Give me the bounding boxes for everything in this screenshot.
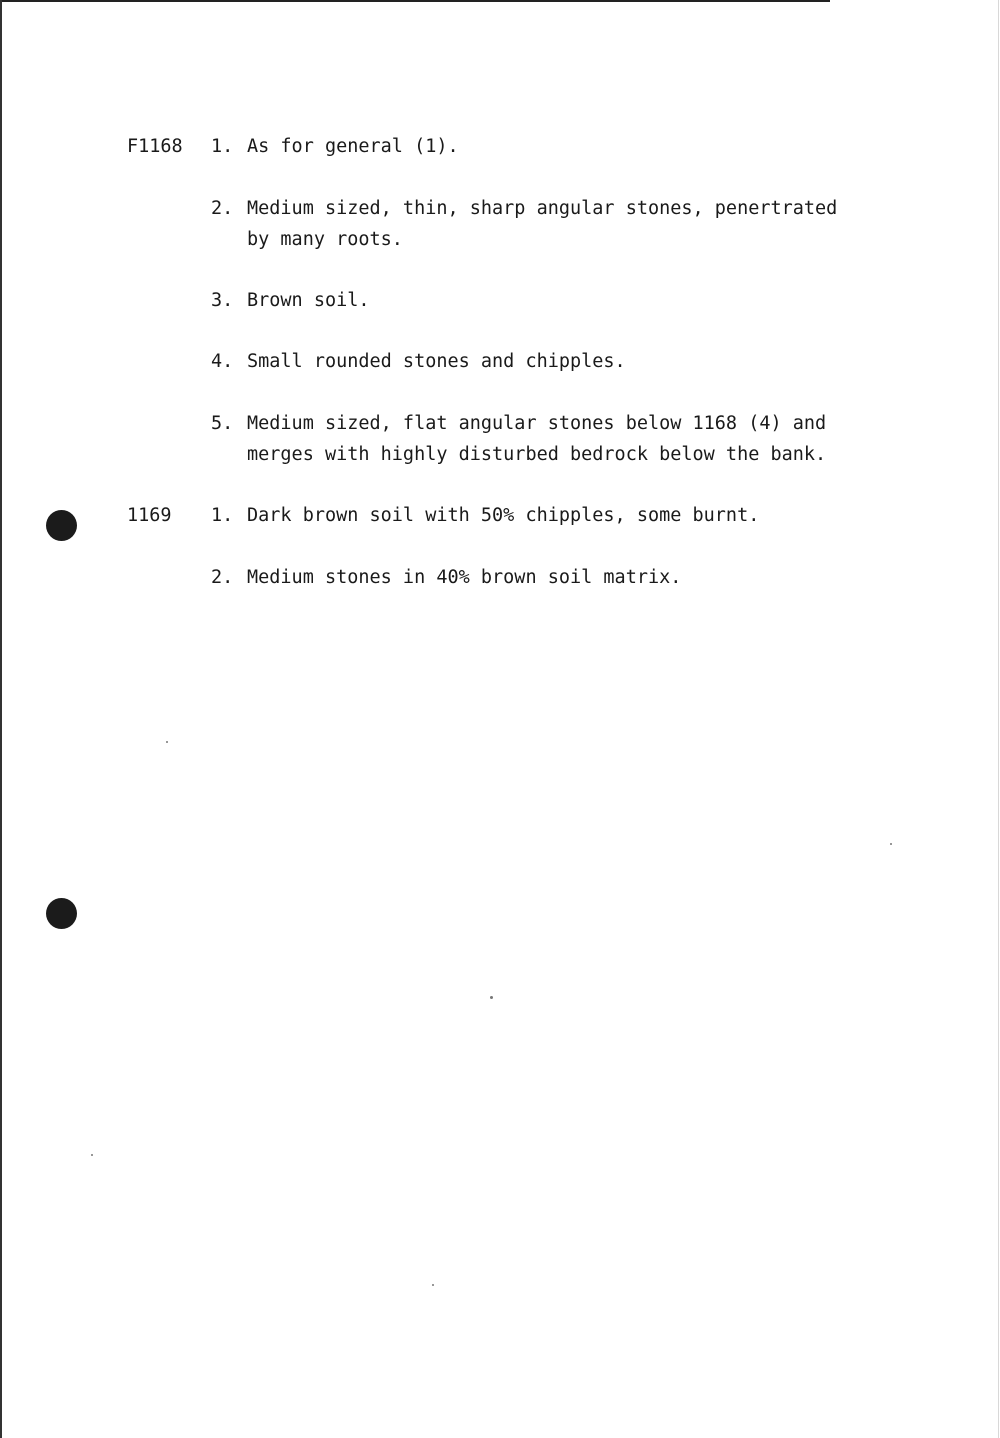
scan-speck <box>91 1154 93 1156</box>
record-f1168 <box>0 131 1000 503</box>
item-number: 5. <box>211 413 234 434</box>
item-text-continued: by many roots. <box>247 229 403 250</box>
list-item <box>211 562 682 686</box>
item-text-continued: merges with highly disturbed bedrock below the bank. <box>247 444 827 465</box>
item-number: 4. <box>211 351 234 372</box>
scan-speck <box>432 1284 434 1286</box>
item-text: Medium sized, flat angular stones below 1168 (4) and <box>247 413 827 434</box>
item-text: As for general (1). <box>247 136 459 157</box>
item-text: Dark brown soil with 50% chipples, some burnt. <box>247 505 760 526</box>
item-number: 2. <box>211 567 234 588</box>
scan-speck <box>890 843 892 845</box>
item-text: Small rounded stones and chipples. <box>247 351 626 372</box>
punch-hole <box>46 898 77 929</box>
record-id: 1169 <box>127 505 172 526</box>
record-id: F1168 <box>127 136 183 157</box>
item-number: 1. <box>211 136 234 157</box>
scan-speck <box>490 996 493 999</box>
item-text: Brown soil. <box>247 290 370 311</box>
item-number: 3. <box>211 290 234 311</box>
scan-speck <box>166 741 168 743</box>
item-number: 1. <box>211 505 234 526</box>
item-number: 2. <box>211 198 234 219</box>
item-text: Medium stones in 40% brown soil matrix. <box>247 567 682 588</box>
item-text: Medium sized, thin, sharp angular stones, penertrated <box>247 198 838 219</box>
page-edge-top <box>0 0 830 2</box>
record-1169 <box>0 500 1000 686</box>
